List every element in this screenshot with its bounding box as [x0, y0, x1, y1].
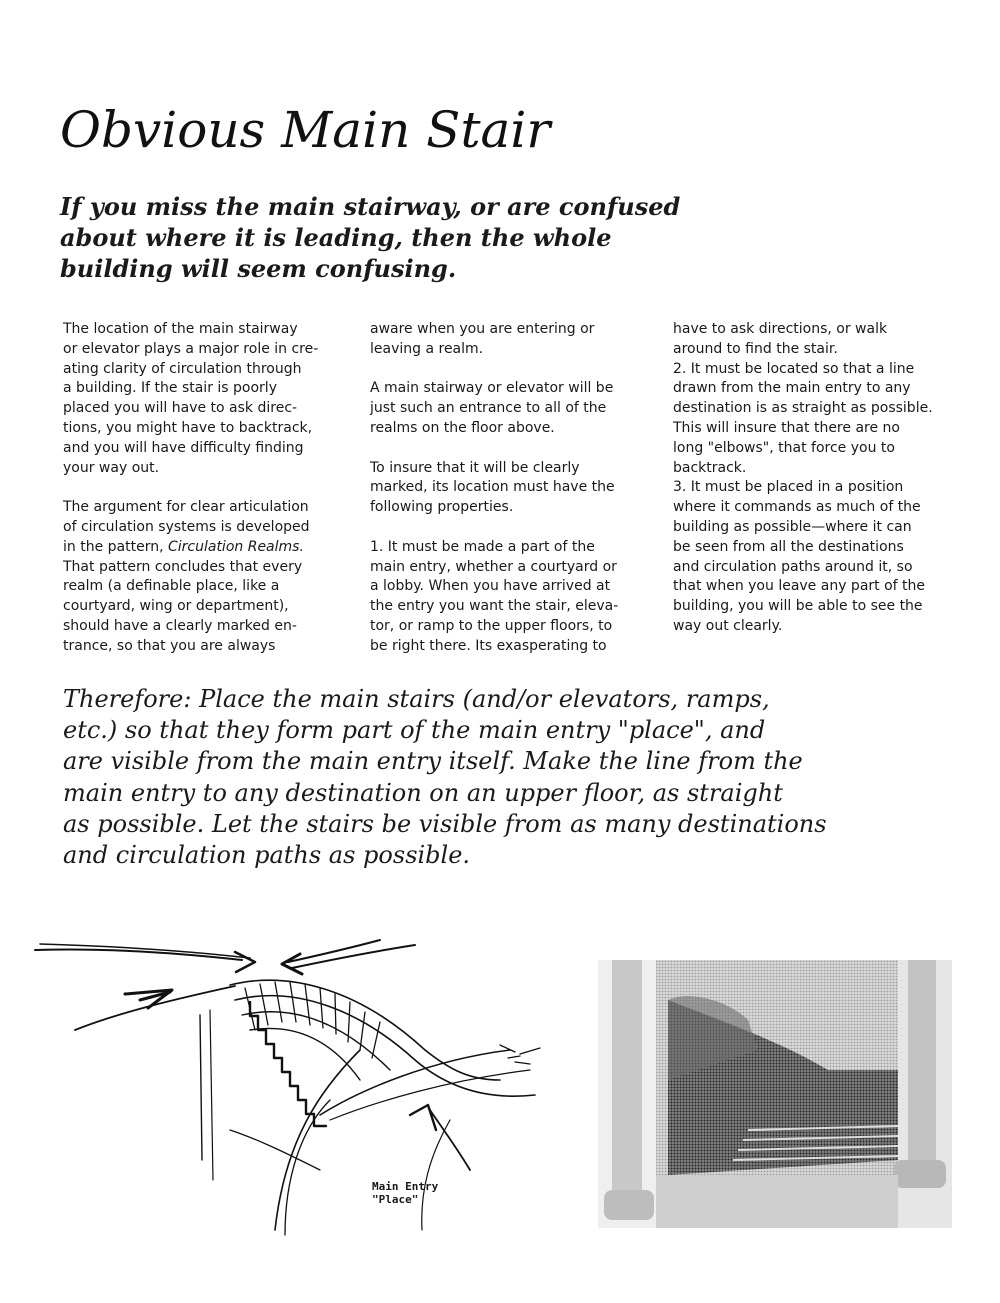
- text-line: A main stairway or elevator will be: [370, 380, 614, 397]
- text-line: long "elbows", that force you to: [673, 439, 895, 456]
- text-line: backtrack.: [673, 459, 747, 476]
- label-line: "Place": [372, 1193, 419, 1206]
- subtitle: [60, 191, 700, 284]
- text-line: where it commands as much of the: [673, 499, 921, 516]
- paragraph: [370, 320, 660, 360]
- text-column-1: [63, 320, 353, 676]
- text-line: 1. It must be made a part of the: [370, 538, 595, 555]
- text-line: That pattern concludes that every: [63, 558, 303, 575]
- subtitle-line: about where it is leading, then the whole: [60, 223, 612, 252]
- text-fragment: in the pattern,: [63, 538, 168, 555]
- text-line: realms on the floor above.: [370, 419, 555, 436]
- text-line: tor, or ramp to the upper floors, to: [370, 617, 613, 634]
- pattern-reference: Circulation Realms.: [167, 538, 304, 555]
- statement-line: main entry to any destination on an upper floor, as straight: [63, 778, 783, 807]
- text-line: that when you leave any part of the: [673, 578, 926, 595]
- text-line: should have a clearly marked en-: [63, 617, 297, 634]
- text-line: leaving a realm.: [370, 340, 484, 357]
- therefore-statement: [63, 684, 883, 871]
- statement-line: as possible. Let the stairs be visible from as many destinations: [63, 809, 827, 838]
- text-line: marked, its location must have the: [370, 479, 615, 496]
- paragraph: [370, 459, 660, 518]
- stair-sketch-icon: [30, 930, 570, 1240]
- text-line: and you will have difficulty finding: [63, 439, 304, 456]
- text-line: trance, so that you are always: [63, 637, 276, 654]
- statement-line: are visible from the main entry itself. Make the line from the: [63, 747, 803, 776]
- paragraph: [673, 320, 963, 637]
- text-line: [63, 538, 353, 558]
- text-line: way out clearly.: [673, 617, 783, 634]
- statement-line: etc.) so that they form part of the main entry "place", and: [63, 716, 766, 745]
- sketch-label: [372, 1180, 438, 1206]
- text-line: and circulation paths around it, so: [673, 558, 913, 575]
- text-line: building as possible—where it can: [673, 518, 912, 535]
- text-line: following properties.: [370, 499, 514, 516]
- text-line: To insure that it will be clearly: [370, 459, 580, 476]
- text-line: be seen from all the destinations: [673, 538, 904, 555]
- text-line: tions, you might have to backtrack,: [63, 419, 313, 436]
- paragraph: [63, 320, 353, 478]
- subtitle-line: If you miss the main stairway, or are confused: [60, 192, 681, 221]
- page-title: Obvious Main Stair: [60, 101, 551, 159]
- grand-stair-photograph-icon: [598, 960, 952, 1228]
- statement-line: Therefore: Place the main stairs (and/or elevators, ramps,: [63, 685, 770, 713]
- text-line: The argument for clear articulation: [63, 499, 309, 516]
- text-line: building, you will be able to see the: [673, 598, 923, 615]
- text-line: your way out.: [63, 459, 160, 476]
- text-line: a lobby. When you have arrived at: [370, 578, 611, 595]
- text-line: courtyard, wing or department),: [63, 598, 289, 615]
- subtitle-line: building will seem confusing.: [60, 254, 457, 283]
- text-line: The location of the main stairway: [63, 321, 298, 337]
- text-line: 2. It must be located so that a line: [673, 360, 915, 377]
- text-line: drawn from the main entry to any: [673, 380, 911, 397]
- paragraph: [370, 379, 660, 438]
- paragraph: [370, 538, 660, 657]
- text-line: aware when you are entering or: [370, 321, 595, 337]
- statement-line: and circulation paths as possible.: [63, 841, 471, 870]
- text-line: main entry, whether a courtyard or: [370, 558, 617, 575]
- text-line: be right there. Its exasperating to: [370, 637, 607, 654]
- text-line: a building. If the stair is poorly: [63, 380, 277, 397]
- text-column-2: [370, 320, 660, 676]
- text-line: 3. It must be placed in a position: [673, 479, 904, 496]
- text-line: placed you will have to ask direc-: [63, 400, 298, 417]
- text-line: around to find the stair.: [673, 340, 838, 357]
- text-line: just such an entrance to all of the: [370, 400, 607, 417]
- text-line: or elevator plays a major role in cre-: [63, 340, 319, 357]
- text-line: the entry you want the stair, eleva-: [370, 598, 619, 615]
- text-line: of circulation systems is developed: [63, 518, 310, 535]
- paragraph: [63, 498, 353, 656]
- text-line: This will insure that there are no: [673, 419, 900, 436]
- label-line: Main Entry: [372, 1180, 439, 1193]
- text-line: have to ask directions, or walk: [673, 321, 888, 337]
- text-line: destination is as straight as possible.: [673, 400, 933, 417]
- text-column-3: [673, 320, 963, 657]
- text-line: ating clarity of circulation through: [63, 360, 302, 377]
- text-line: realm (a definable place, like a: [63, 578, 280, 595]
